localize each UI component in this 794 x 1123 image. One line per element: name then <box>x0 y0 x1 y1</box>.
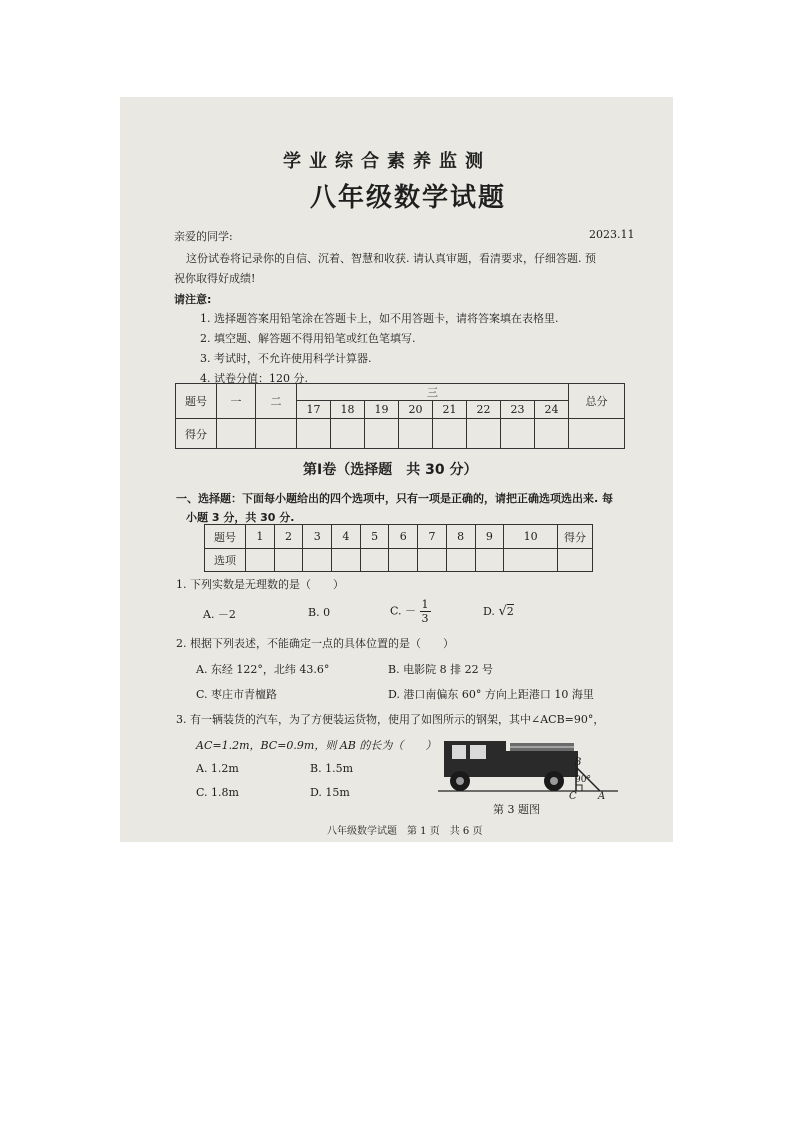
truck-wheel <box>456 777 464 785</box>
q3-option-b: B. 1.5m <box>310 762 354 775</box>
score-label: 得分 <box>176 419 217 449</box>
truck-window <box>470 745 486 759</box>
q1-option-d-prefix: D. <box>483 605 495 618</box>
score-table <box>175 383 625 449</box>
question-number: 23 <box>501 401 535 419</box>
exam-subtitle: 学业综合素养监测 <box>283 151 491 172</box>
q1-option-b: B. 0 <box>308 606 331 619</box>
salutation: 亲爱的同学: <box>174 230 233 243</box>
answer-cell <box>389 549 418 572</box>
q3-option-d: D. 15m <box>310 786 350 799</box>
truck-bed <box>506 751 578 777</box>
truck-figure <box>438 729 618 805</box>
answer-number: 2 <box>274 525 303 549</box>
q1-fraction-den: 3 <box>421 612 429 625</box>
notice-item-3: 3. 考试时，不允许使用科学计算器. <box>200 352 372 365</box>
answer-cell <box>504 549 558 572</box>
score-cell <box>467 419 501 449</box>
answer-cell <box>246 549 275 572</box>
q2-option-c: C. 枣庄市青檀路 <box>196 688 278 701</box>
notice-heading: 请注意: <box>174 293 212 306</box>
label-a: A <box>598 791 606 802</box>
col-one: 一 <box>217 384 256 419</box>
question-number: 17 <box>297 401 331 419</box>
figure-caption: 第 3 题图 <box>493 803 540 816</box>
exam-title: 八年级数学试题 <box>310 183 507 213</box>
answer-row-label: 题号 <box>205 525 246 549</box>
q2-stem: 2. 根据下列表述，不能确定一点的具体位置的是（ ） <box>176 637 454 650</box>
score-cell <box>433 419 467 449</box>
col-three: 三 <box>297 384 569 401</box>
question-number: 19 <box>365 401 399 419</box>
question-number: 24 <box>535 401 569 419</box>
score-cell <box>535 419 569 449</box>
score-row-label: 题号 <box>176 384 217 419</box>
truck-window <box>452 745 466 759</box>
q1-option-d <box>483 604 514 619</box>
answer-number: 9 <box>475 525 504 549</box>
exam-photo <box>120 97 673 842</box>
q1-option-a: A. －2 <box>203 608 236 621</box>
label-b: B <box>574 757 582 768</box>
score-cell <box>297 419 331 449</box>
score-cell <box>501 419 535 449</box>
answer-number: 3 <box>303 525 332 549</box>
answer-number: 4 <box>332 525 361 549</box>
answer-number: 7 <box>418 525 447 549</box>
score-cell <box>331 419 365 449</box>
answer-cell <box>332 549 361 572</box>
col-total: 总分 <box>569 384 625 419</box>
question-number: 18 <box>331 401 365 419</box>
greeting-line-2: 祝你取得好成绩! <box>174 272 256 285</box>
q1-option-c <box>390 598 431 625</box>
notice-item-1: 1. 选择题答案用铅笔涂在答题卡上，如不用答题卡，请将答案填在表格里. <box>200 312 559 325</box>
q2-option-a: A. 东经 122°，北纬 43.6° <box>196 663 330 676</box>
answer-score: 得分 <box>558 525 593 549</box>
q3-option-c: C. 1.8m <box>196 786 239 799</box>
page-footer: 八年级数学试题 第 1 页 共 6 页 <box>327 826 483 837</box>
answer-number: 8 <box>446 525 475 549</box>
answer-cell <box>360 549 389 572</box>
question-number: 21 <box>433 401 467 419</box>
answer-number: 5 <box>360 525 389 549</box>
q3-option-a: A. 1.2m <box>196 762 239 775</box>
question-number: 20 <box>399 401 433 419</box>
section-instruction-2: 小题 3 分，共 30 分. <box>186 511 295 524</box>
answer-cell <box>558 549 593 572</box>
notice-item-2: 2. 填空题、解答题不得用铅笔或红色笔填写. <box>200 332 416 345</box>
score-cell <box>256 419 297 449</box>
answer-cell <box>475 549 504 572</box>
label-angle: 90° <box>575 775 591 785</box>
exam-date: 2023.11 <box>589 228 635 241</box>
question-number: 22 <box>467 401 501 419</box>
score-cell <box>217 419 256 449</box>
answer-number: 1 <box>246 525 275 549</box>
q2-option-d: D. 港口南偏东 60° 方向上距港口 10 海里 <box>388 688 594 701</box>
truck-wheel <box>550 777 558 785</box>
answer-cell <box>274 549 303 572</box>
q1-option-c-prefix: C. － <box>390 604 417 618</box>
section-title: 第Ⅰ卷（选择题 共 30 分） <box>303 462 478 478</box>
label-c: C <box>569 791 577 802</box>
q1-fraction-num: 1 <box>421 598 429 611</box>
sqrt-icon: √ <box>498 604 507 619</box>
answer-cell <box>418 549 447 572</box>
q2-option-b: B. 电影院 8 排 22 号 <box>388 663 494 676</box>
answer-number: 6 <box>389 525 418 549</box>
notice-item-4: 4. 试卷分值：120 分. <box>200 372 308 385</box>
section-instruction-1: 一、选择题：下面每小题给出的四个选项中，只有一项是正确的，请把正确选项选出来. 每 <box>176 492 614 505</box>
q3-stem: 3. 有一辆装货的汽车，为了方便装运货物，使用了如图所示的钢架，其中∠ACB=90°， <box>176 713 605 726</box>
answer-option-label: 选项 <box>205 549 246 572</box>
answer-number: 10 <box>504 525 558 549</box>
q1-radicand: 2 <box>506 605 514 618</box>
score-cell <box>365 419 399 449</box>
q1-stem: 1. 下列实数是无理数的是（ ） <box>176 578 344 591</box>
greeting-line-1: 这份试卷将记录你的自信、沉着、智慧和收获. 请认真审题，看清要求，仔细答题. 预 <box>186 252 596 265</box>
score-cell <box>569 419 625 449</box>
answer-cell <box>446 549 475 572</box>
q3-stem-2: AC=1.2m，BC=0.9m，则 AB 的长为（ ） <box>196 739 437 752</box>
score-cell <box>399 419 433 449</box>
col-two: 二 <box>256 384 297 419</box>
answer-table <box>204 524 593 572</box>
answer-cell <box>303 549 332 572</box>
q1-fraction <box>420 598 431 625</box>
